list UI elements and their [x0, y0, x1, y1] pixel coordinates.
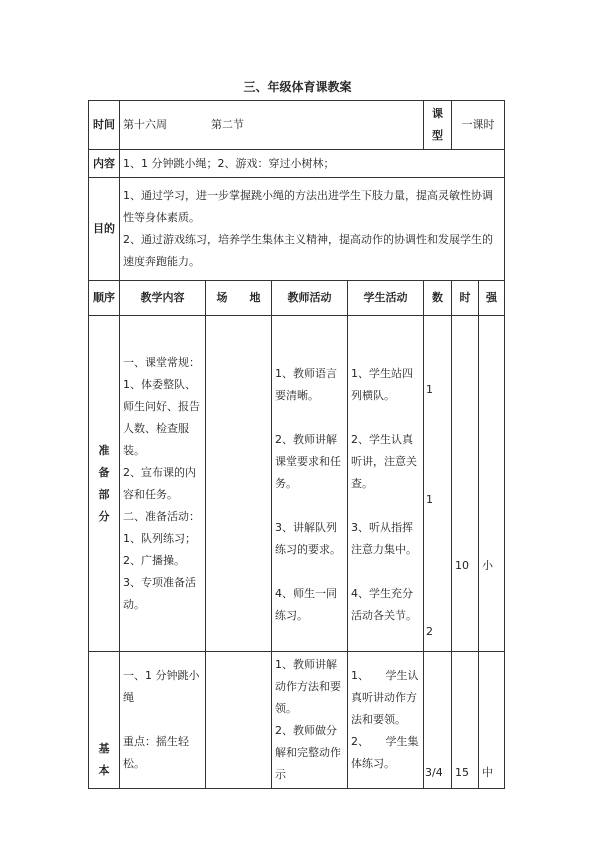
- basic-content-item: 重点：摇生轻松。: [123, 735, 189, 770]
- lesson-type-value: 一课时: [452, 101, 505, 150]
- prep-student-item: 1、学生站四列横队。: [351, 366, 413, 402]
- period-value: 第二节: [211, 118, 244, 131]
- time-label: 时间: [89, 101, 120, 150]
- header-student: 学生活动: [348, 281, 424, 316]
- prep-section-label: 准 备 部 分: [89, 316, 120, 652]
- prep-row: [89, 316, 505, 652]
- prep-teacher-item: 2、教师讲解课堂要求和任务。: [275, 432, 341, 490]
- prep-content-item: 1、队列练习；: [123, 531, 196, 545]
- prep-content-item: 3、专项准备活动。: [123, 575, 196, 611]
- basic-count-value: 3/4: [425, 766, 443, 779]
- basic-student-item: 2、 学生集体练习。: [351, 735, 419, 770]
- prep-student-item: 4、学生充分活动各关节。: [351, 586, 417, 622]
- prep-teacher-item: 3、讲解队列练习的要求。: [275, 520, 341, 556]
- prep-count-value: 1: [426, 493, 433, 506]
- header-count: 数: [424, 281, 452, 316]
- prep-content-item: 一、课堂常规：: [123, 355, 200, 369]
- week-value: 第十六周: [123, 118, 167, 131]
- header-venue: 场 地: [206, 281, 272, 316]
- basic-teacher: [272, 652, 348, 789]
- header-teacher: 教师活动: [272, 281, 348, 316]
- lesson-type-label: 课型: [424, 101, 452, 150]
- content-row: [89, 150, 505, 178]
- goal-label: 目的: [89, 178, 120, 281]
- prep-count: [424, 316, 452, 652]
- prep-student-item: 2、学生认真听讲，注意关查。: [351, 432, 417, 490]
- basic-time: [452, 652, 479, 789]
- basic-content-item: 一、1 分钟跳小绳: [123, 669, 200, 704]
- page-title: 三、年级体育课教案: [243, 80, 352, 94]
- prep-time-value: 10: [455, 559, 469, 572]
- header-content: 教学内容: [120, 281, 206, 316]
- basic-intensity: [479, 652, 505, 789]
- basic-count: [424, 652, 452, 789]
- basic-student-item: 1、 学生认真听讲动作方法和要领。: [351, 669, 419, 726]
- header-order: 顺序: [89, 281, 120, 316]
- prep-student: [348, 316, 424, 652]
- basic-teacher-item: 2、教师做分解和完整动作示: [275, 724, 341, 781]
- prep-count-value: 2: [426, 625, 433, 638]
- basic-student: [348, 652, 424, 789]
- basic-section-label: 基 本: [89, 652, 120, 789]
- time-value: [120, 101, 424, 150]
- prep-teacher-item: 1、教师语言要清晰。: [275, 366, 337, 402]
- basic-content: [120, 652, 206, 789]
- header-time: 时: [452, 281, 479, 316]
- prep-intensity-value: 小: [482, 559, 493, 572]
- prep-time: [452, 316, 479, 652]
- time-row: [89, 101, 505, 150]
- basic-venue: [206, 652, 272, 789]
- content-value: 1、1 分钟跳小绳；2、游戏：穿过小树林；: [120, 150, 505, 178]
- prep-student-item: 3、听从指挥注意力集中。: [351, 520, 417, 556]
- prep-count-value: 1: [426, 383, 433, 396]
- prep-content-item: 二、准备活动：: [123, 509, 200, 523]
- goal-paragraph-2: 2、通过游戏练习，培养学生集体主义精神，提高动作的协调性和发展学生的速度奔跑能力。: [123, 233, 493, 268]
- basic-row: [89, 652, 505, 789]
- prep-content-item: 2、广播操。: [123, 553, 185, 567]
- basic-teacher-item: 1、教师讲解动作方法和要领。: [275, 658, 341, 715]
- lesson-plan-table: [88, 100, 505, 789]
- header-intensity: 强: [479, 281, 505, 316]
- basic-time-value: 15: [455, 766, 469, 779]
- header-row: [89, 281, 505, 316]
- basic-intensity-value: 中: [482, 766, 493, 779]
- prep-venue: [206, 316, 272, 652]
- goal-row: [89, 178, 505, 281]
- prep-teacher: [272, 316, 348, 652]
- goal-paragraph-1: 1、通过学习，进一步掌握跳小绳的方法出进学生下肢力量，提高灵敏性协调性等身体素质。: [123, 189, 493, 224]
- prep-intensity: [479, 316, 505, 652]
- prep-content-item: 1、体委整队、师生问好、报告人数、检查服装。: [123, 377, 200, 457]
- prep-content-item: 2、宣布课的内容和任务。: [123, 465, 196, 501]
- prep-content: [120, 316, 206, 652]
- goal-value: [120, 178, 505, 281]
- prep-teacher-item: 4、师生一同练习。: [275, 586, 337, 622]
- content-label: 内容: [89, 150, 120, 178]
